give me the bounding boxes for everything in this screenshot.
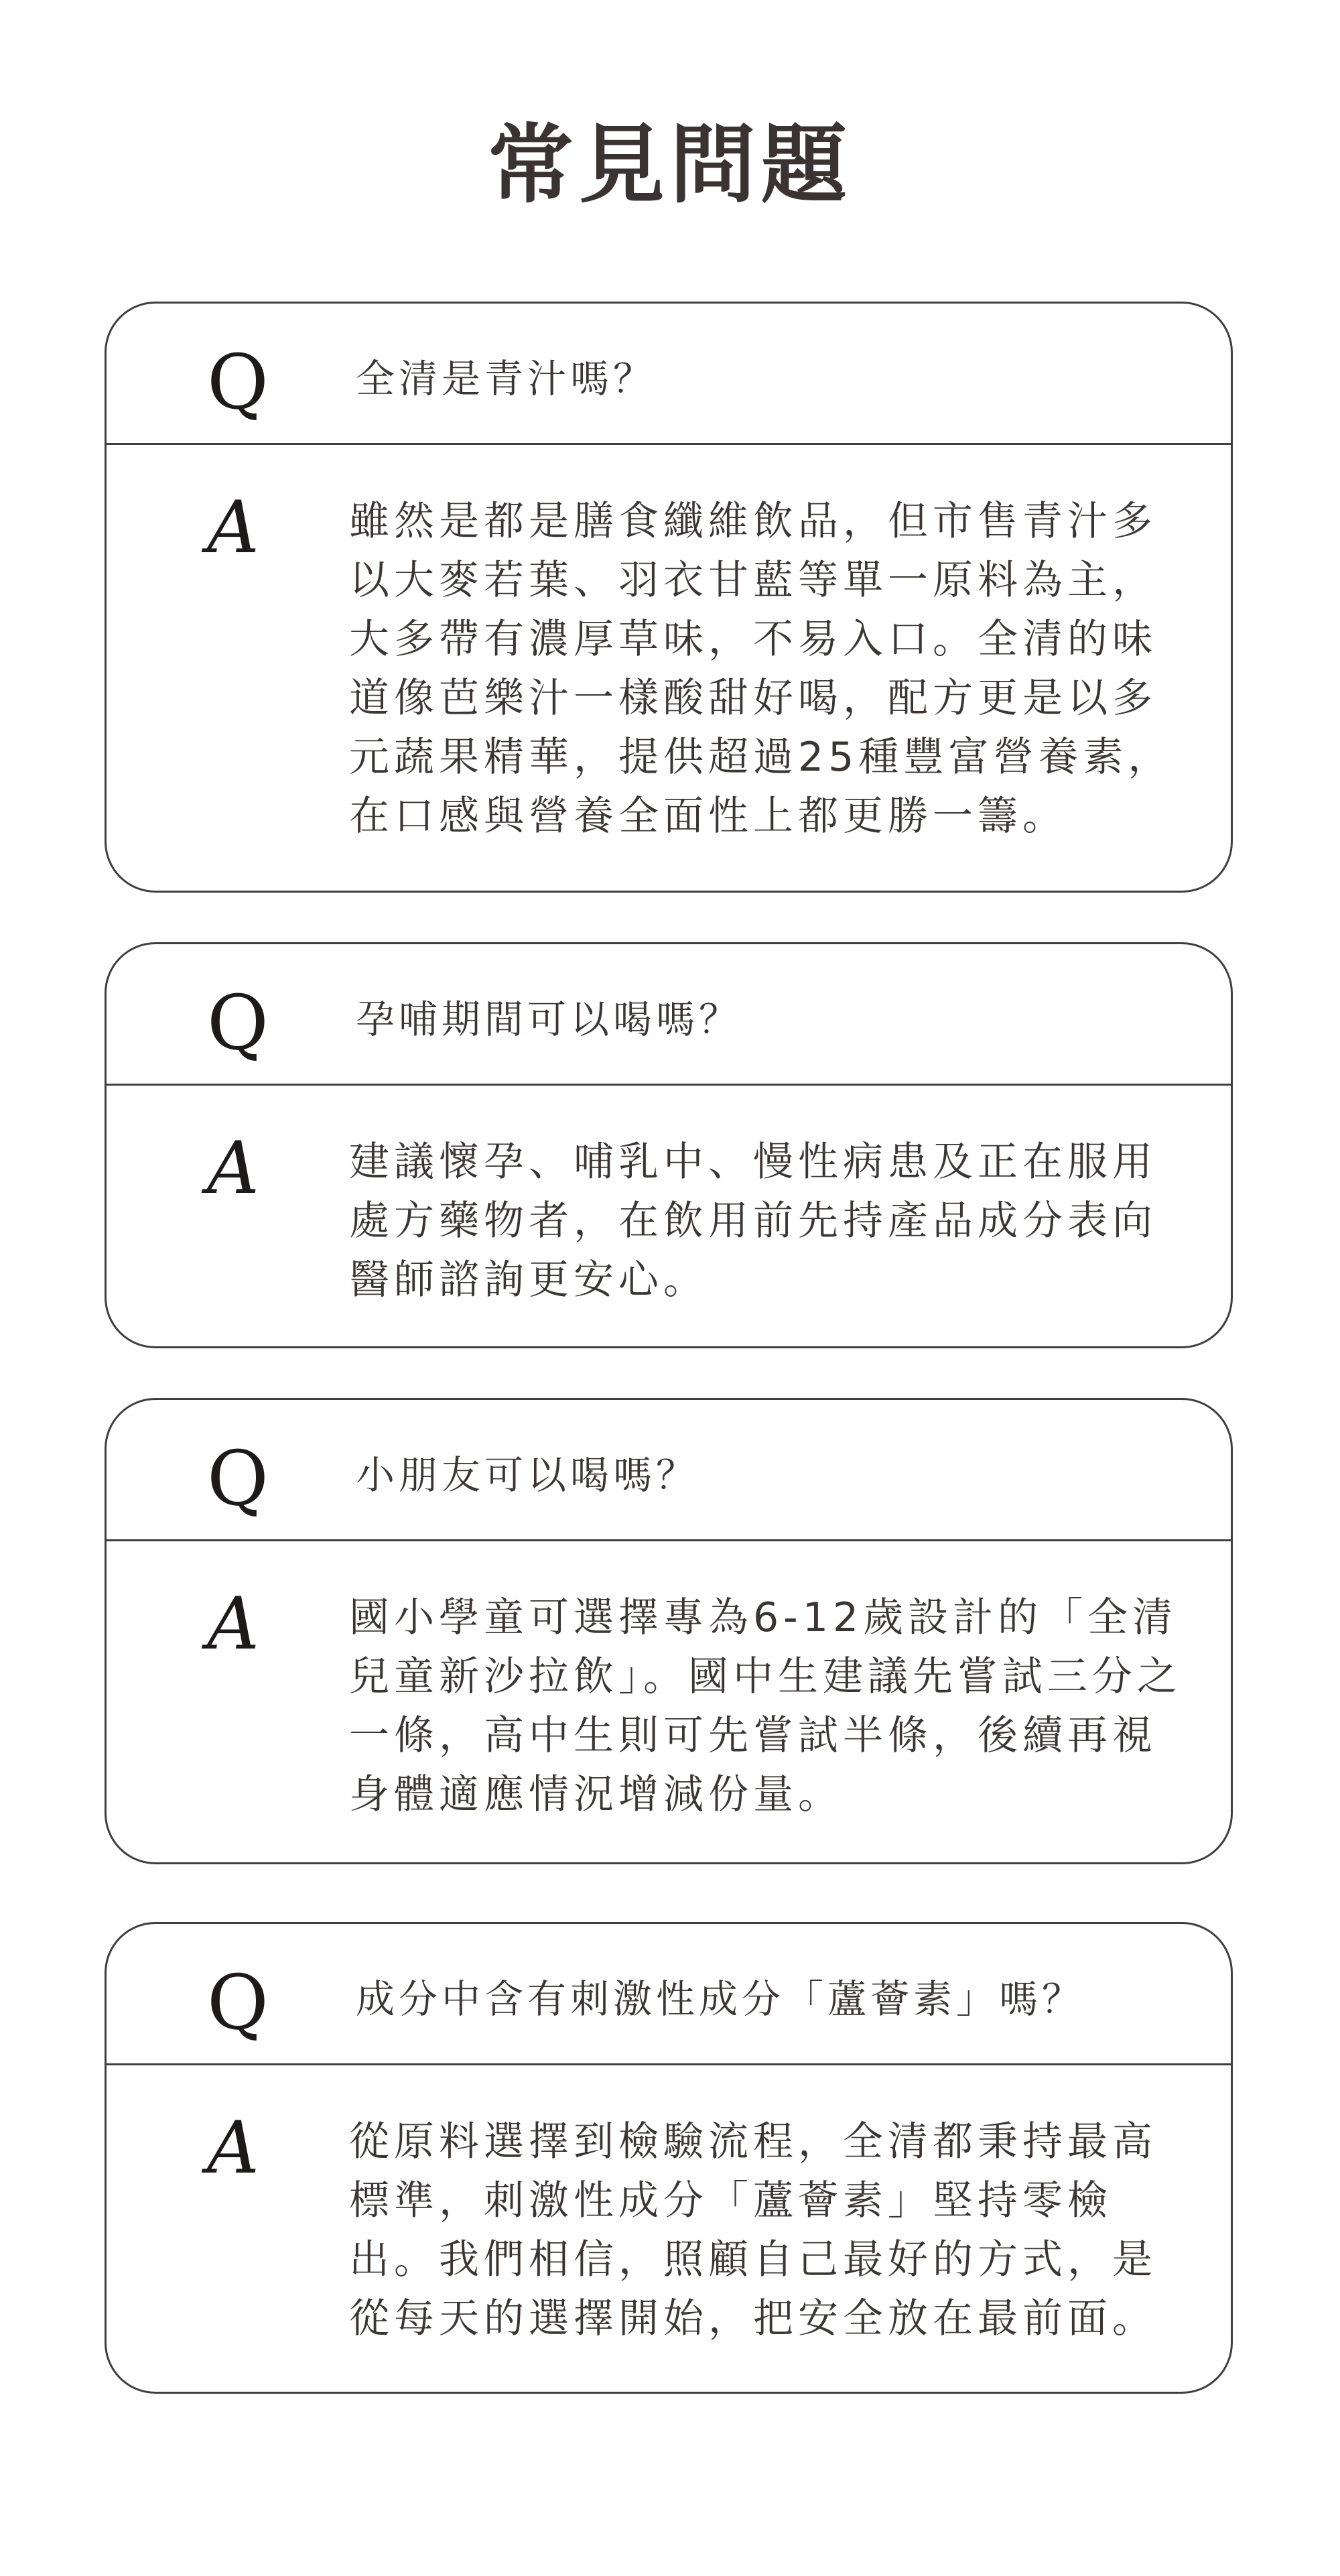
a-letter: A — [207, 2106, 259, 2190]
faq-answer-row — [107, 1541, 1231, 1864]
faq-card-1 — [105, 302, 1233, 893]
faq-card-3 — [105, 1398, 1233, 1864]
faq-card-4 — [105, 1922, 1233, 2394]
a-letter: A — [207, 1582, 259, 1666]
faq-card-2 — [105, 942, 1233, 1348]
faq-question: 全清是青汁嗎？ — [356, 356, 657, 401]
q-letter: Q — [207, 339, 269, 426]
faq-answer-row — [107, 445, 1231, 893]
faq-question-row[interactable] — [107, 304, 1231, 445]
faq-question-row[interactable] — [107, 1924, 1231, 2065]
q-letter: Q — [207, 1959, 269, 2047]
q-letter: Q — [207, 1435, 269, 1523]
faq-question: 孕哺期間可以喝嗎？ — [356, 996, 742, 1042]
a-letter: A — [207, 486, 259, 570]
a-letter: A — [207, 1126, 259, 1210]
page-title: 常見問題 — [487, 115, 852, 215]
q-letter: Q — [207, 980, 269, 1067]
faq-answer: 從原料選擇到檢驗流程，全清都秉持最高標準，刺激性成分「蘆薈素」堅持零檢出。我們相信，照顧自己最好的方式，是從每天的選擇開始，把安全放在最前面。 — [349, 2118, 1157, 2342]
faq-question-row[interactable] — [107, 1400, 1231, 1541]
faq-answer: 雖然是都是膳食纖維飲品，但市售青汁多以大麥若葉、羽衣甘藍等單一原料為主，大多帶有濃厚草味，不易入口。全清的味道像芭樂汁一樣酸甜好喝，配方更是以多元蔬果精華，提供超過25種豐富營養素，在口感與營養全面性上都更勝一籌。 — [349, 498, 1173, 840]
faq-question: 成分中含有刺激性成分「蘆薈素」嗎？ — [356, 1976, 1085, 2022]
faq-answer-row — [107, 1086, 1231, 1348]
faq-question-row[interactable] — [107, 944, 1231, 1086]
faq-answer-row — [107, 2065, 1231, 2394]
faq-answer: 國小學童可選擇專為6-12歲設計的「全清兒童新沙拉飲」。國中生建議先嘗試三分之一條，高中生則可先嘗試半條，後續再視身體適應情況增減份量。 — [349, 1594, 1182, 1818]
faq-question: 小朋友可以喝嗎？ — [356, 1452, 699, 1498]
faq-answer: 建議懷孕、哺乳中、慢性病患及正在服用處方藥物者，在飲用前先持產品成分表向醫師諮詢更安心。 — [349, 1139, 1157, 1303]
